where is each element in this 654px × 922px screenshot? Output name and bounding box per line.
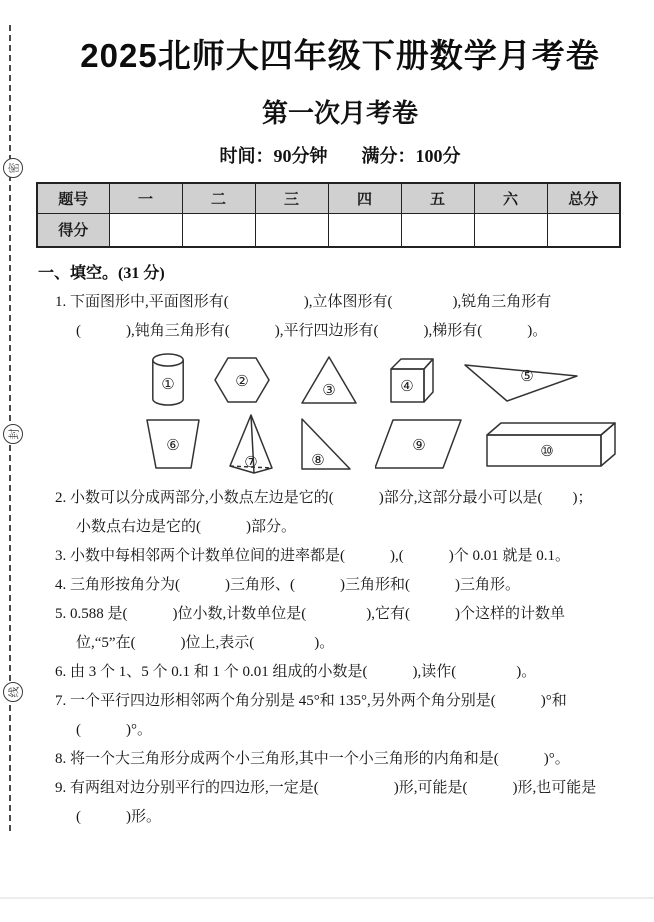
shape-obtuse-triangle <box>463 356 581 404</box>
question-line: 小数点右边是它的( )部分。 <box>76 519 296 535</box>
binding-mark-label: 密 <box>8 162 20 174</box>
question-line: 8. 将一个大三角形分成两个小三角形,其中一个小三角形的内角和是( )°。 <box>55 751 570 767</box>
binding-seal-mark <box>3 424 23 444</box>
score-cell <box>182 213 255 247</box>
score-table-score-row <box>37 213 620 247</box>
shape-label: ③ <box>322 381 336 399</box>
page-title: 2025北师大四年级下册数学月考卷 <box>80 37 600 74</box>
shape-parallelogram <box>375 417 463 471</box>
score-table-header-row <box>37 183 620 213</box>
shape-hexagon <box>213 355 271 405</box>
score-cell <box>401 213 474 247</box>
page-content <box>36 30 644 832</box>
shape-cylinder <box>151 352 185 408</box>
shape-label: ⑦ <box>244 453 258 471</box>
score-table-header-cell: 总分 <box>547 183 620 213</box>
section-heading: 一、填空。(31 分) <box>38 265 165 282</box>
shapes-row-2 <box>141 412 644 476</box>
question-line: ( )形。 <box>76 809 161 825</box>
score-table-header-cell: 五 <box>401 183 474 213</box>
score-cell <box>547 213 620 247</box>
shape-label: ⑥ <box>166 436 180 454</box>
full-score-label: 满分：100分 <box>361 146 461 166</box>
question-line: ( )°。 <box>76 722 152 738</box>
shape-pyramid <box>227 412 275 476</box>
score-cell <box>474 213 547 247</box>
binding-seal-mark <box>3 158 23 178</box>
shape-label: ① <box>161 375 175 393</box>
score-table-header-cell: 四 <box>328 183 401 213</box>
shape-label: ② <box>235 372 249 390</box>
shape-label: ④ <box>400 377 414 395</box>
score-table-header-cell: 三 <box>255 183 328 213</box>
shape-trapezoid <box>141 417 205 471</box>
shape-label: ⑨ <box>412 436 426 454</box>
binding-mark-label: 线 <box>8 686 20 698</box>
question-line: 7. 一个平行四边形相邻两个角分别是 45°和 135°,另外两个角分别是( )°和 <box>55 693 567 709</box>
shape-cube <box>387 356 435 404</box>
time-label: 时间：90分钟 <box>219 146 328 166</box>
question-line: 5. 0.588 是( )位小数,计数单位是( ),它有( )个这样的计数单 <box>55 606 565 622</box>
question-line: 1. 下面图形中,平面图形有( ),立体图形有( ),锐角三角形有 <box>55 294 552 310</box>
question-line: 2. 小数可以分成两部分,小数点左边是它的( )部分,这部分最小可以是( )； <box>55 490 593 506</box>
score-cell <box>328 213 401 247</box>
score-cell <box>255 213 328 247</box>
shape-label: ⑩ <box>540 442 554 460</box>
shape-cuboid <box>485 419 617 469</box>
exam-meta <box>36 142 644 168</box>
question-line: 6. 由 3 个 1、5 个 0.1 和 1 个 0.01 组成的小数是( ),读作( )。 <box>55 664 537 680</box>
page-edge-line <box>0 897 654 899</box>
question-line: 4. 三角形按角分为( )三角形、( )三角形和( )三角形。 <box>55 577 520 593</box>
shape-label: ⑧ <box>311 451 325 469</box>
shape-label: ⑤ <box>520 367 534 385</box>
score-table-header-cell: 题号 <box>37 183 109 213</box>
score-table-header-cell: 一 <box>109 183 182 213</box>
score-table <box>36 182 621 248</box>
shape-right-triangle <box>297 416 353 472</box>
score-cell <box>109 213 182 247</box>
exam-subtitle: 第一次月考卷 <box>261 99 418 128</box>
score-row-label: 得分 <box>37 213 109 247</box>
binding-mark-label: 封 <box>8 428 20 440</box>
score-table-header-cell: 六 <box>474 183 547 213</box>
question-line: 3. 小数中每相邻两个计数单位间的进率都是( ),( )个 0.01 就是 0.1。 <box>55 548 570 564</box>
shapes-row-1 <box>151 352 644 408</box>
question-line: 9. 有两组对边分别平行的四边形,一定是( )形,可能是( )形,也可能是 <box>55 780 597 796</box>
question-line: ( ),钝角三角形有( ),平行四边形有( ),梯形有( )。 <box>76 323 548 339</box>
shape-acute-triangle <box>299 354 359 406</box>
score-table-header-cell: 二 <box>182 183 255 213</box>
binding-seal-mark <box>3 682 23 702</box>
question-line: 位,“5”在( )位上,表示( )。 <box>76 635 335 651</box>
